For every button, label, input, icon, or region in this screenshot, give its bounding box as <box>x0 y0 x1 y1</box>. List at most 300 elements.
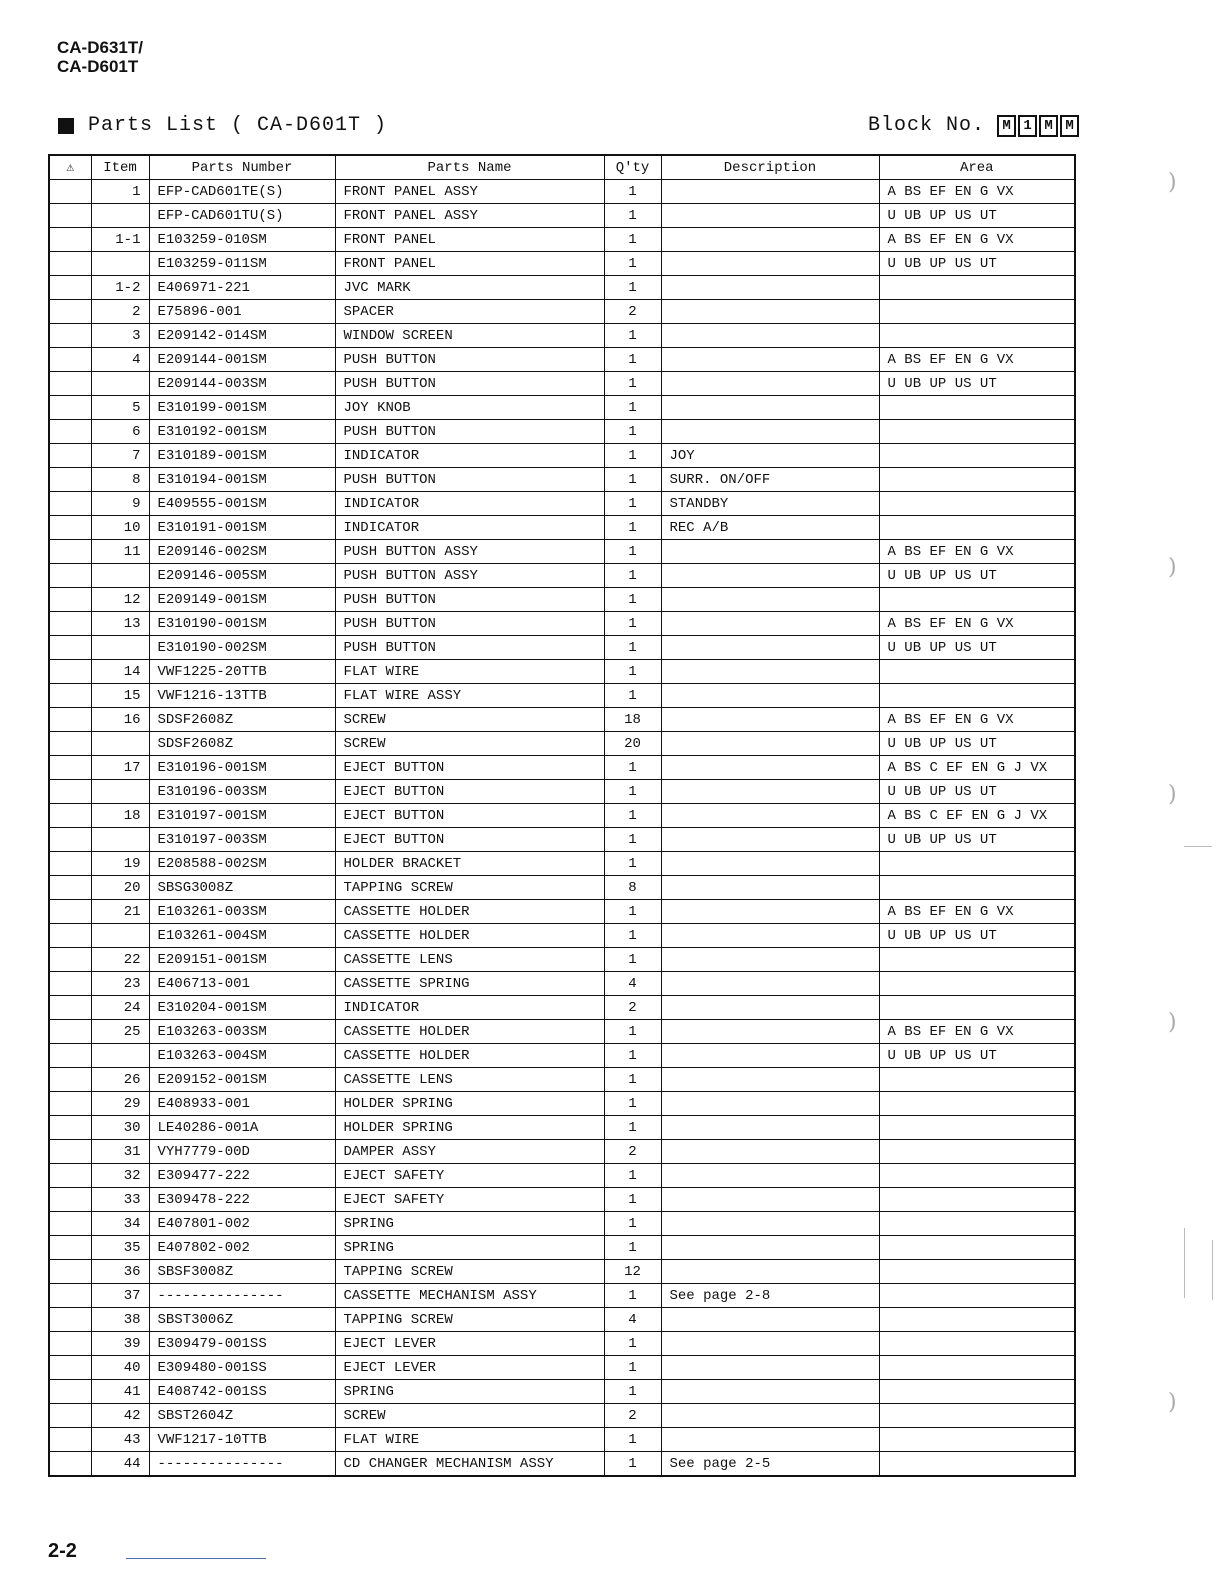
item-cell: 17 <box>91 756 149 780</box>
warning-cell <box>49 516 91 540</box>
area-cell <box>879 996 1075 1020</box>
qty-cell: 1 <box>604 1188 661 1212</box>
part-name-cell: CASSETTE MECHANISM ASSY <box>335 1284 604 1308</box>
area-cell: A BS EF EN G VX <box>879 228 1075 252</box>
item-cell: 38 <box>91 1308 149 1332</box>
warning-triangle-icon: ⚠ <box>66 159 75 175</box>
part-name-cell: HOLDER SPRING <box>335 1092 604 1116</box>
area-cell <box>879 396 1075 420</box>
footer-rule <box>126 1558 266 1559</box>
scan-mark <box>1212 1240 1213 1300</box>
warning-cell <box>49 1116 91 1140</box>
qty-cell: 1 <box>604 1212 661 1236</box>
table-row <box>49 1404 1075 1428</box>
warning-cell <box>49 1452 91 1477</box>
part-number-cell: E103261-003SM <box>149 900 335 924</box>
table-row <box>49 1116 1075 1140</box>
qty-cell: 20 <box>604 732 661 756</box>
qty-cell: 4 <box>604 1308 661 1332</box>
area-cell: U UB UP US UT <box>879 636 1075 660</box>
qty-cell: 1 <box>604 828 661 852</box>
area-cell <box>879 1452 1075 1477</box>
area-cell <box>879 300 1075 324</box>
item-cell: 10 <box>91 516 149 540</box>
warning-cell <box>49 420 91 444</box>
part-name-cell: FLAT WIRE ASSY <box>335 684 604 708</box>
warning-cell <box>49 924 91 948</box>
item-cell: 39 <box>91 1332 149 1356</box>
part-name-cell: TAPPING SCREW <box>335 1260 604 1284</box>
warning-cell <box>49 468 91 492</box>
part-number-cell: E310194-001SM <box>149 468 335 492</box>
warning-cell <box>49 252 91 276</box>
description-cell <box>661 852 879 876</box>
warning-cell <box>49 1380 91 1404</box>
area-cell <box>879 660 1075 684</box>
description-cell <box>661 876 879 900</box>
item-cell: 9 <box>91 492 149 516</box>
warning-cell <box>49 180 91 204</box>
col-header-item: Item <box>91 155 149 180</box>
part-name-cell: WINDOW SCREEN <box>335 324 604 348</box>
part-name-cell: FRONT PANEL <box>335 252 604 276</box>
warning-cell <box>49 300 91 324</box>
part-name-cell: SPRING <box>335 1212 604 1236</box>
area-cell: A BS EF EN G VX <box>879 348 1075 372</box>
warning-cell <box>49 996 91 1020</box>
description-cell: JOY <box>661 444 879 468</box>
description-cell: SURR. ON/OFF <box>661 468 879 492</box>
area-cell: U UB UP US UT <box>879 828 1075 852</box>
part-name-cell: SPACER <box>335 300 604 324</box>
qty-cell: 1 <box>604 492 661 516</box>
table-row <box>49 276 1075 300</box>
warning-cell <box>49 780 91 804</box>
qty-cell: 1 <box>604 468 661 492</box>
part-number-cell: E209144-001SM <box>149 348 335 372</box>
description-cell <box>661 204 879 228</box>
part-name-cell: SPRING <box>335 1380 604 1404</box>
qty-cell: 1 <box>604 780 661 804</box>
part-number-cell: EFP-CAD601TE(S) <box>149 180 335 204</box>
area-cell <box>879 1068 1075 1092</box>
table-row <box>49 1428 1075 1452</box>
warning-cell <box>49 1212 91 1236</box>
item-cell: 31 <box>91 1140 149 1164</box>
part-name-cell: CD CHANGER MECHANISM ASSY <box>335 1452 604 1477</box>
col-header-part-name: Parts Name <box>335 155 604 180</box>
part-name-cell: EJECT BUTTON <box>335 780 604 804</box>
warning-cell <box>49 972 91 996</box>
part-name-cell: CASSETTE HOLDER <box>335 1044 604 1068</box>
part-name-cell: PUSH BUTTON <box>335 588 604 612</box>
page-title <box>58 114 387 137</box>
qty-cell: 1 <box>604 1380 661 1404</box>
warning-cell <box>49 1020 91 1044</box>
description-cell <box>661 972 879 996</box>
area-cell <box>879 1284 1075 1308</box>
qty-cell: 1 <box>604 1044 661 1068</box>
qty-cell: 1 <box>604 1164 661 1188</box>
part-number-cell: E209149-001SM <box>149 588 335 612</box>
part-name-cell: EJECT BUTTON <box>335 828 604 852</box>
table-row <box>49 1092 1075 1116</box>
qty-cell: 1 <box>604 1236 661 1260</box>
part-name-cell: PUSH BUTTON <box>335 348 604 372</box>
part-number-cell: E209146-002SM <box>149 540 335 564</box>
model-line-2: CA-D601T <box>57 57 139 76</box>
qty-cell: 1 <box>604 228 661 252</box>
part-number-cell: E408742-001SS <box>149 1380 335 1404</box>
block-label: Block No. <box>868 114 986 137</box>
description-cell <box>661 420 879 444</box>
warning-cell <box>49 636 91 660</box>
area-cell <box>879 948 1075 972</box>
qty-cell: 1 <box>604 852 661 876</box>
qty-cell: 2 <box>604 1140 661 1164</box>
table-row <box>49 1260 1075 1284</box>
part-name-cell: FRONT PANEL <box>335 228 604 252</box>
part-number-cell: SDSF2608Z <box>149 732 335 756</box>
table-row <box>49 540 1075 564</box>
model-line-1: CA-D631T/ <box>57 38 143 57</box>
qty-cell: 1 <box>604 756 661 780</box>
item-cell: 8 <box>91 468 149 492</box>
part-number-cell: E406713-001 <box>149 972 335 996</box>
area-cell: U UB UP US UT <box>879 732 1075 756</box>
part-name-cell: PUSH BUTTON <box>335 420 604 444</box>
qty-cell: 1 <box>604 348 661 372</box>
item-cell: 37 <box>91 1284 149 1308</box>
warning-cell <box>49 1092 91 1116</box>
area-cell: U UB UP US UT <box>879 564 1075 588</box>
area-cell <box>879 468 1075 492</box>
description-cell <box>661 348 879 372</box>
part-number-cell: VWF1216-13TTB <box>149 684 335 708</box>
warning-cell <box>49 804 91 828</box>
item-cell: 33 <box>91 1188 149 1212</box>
qty-cell: 1 <box>604 1356 661 1380</box>
part-number-cell: E309479-001SS <box>149 1332 335 1356</box>
page-title-text: Parts List ( CA-D601T ) <box>88 114 388 137</box>
item-cell <box>91 204 149 228</box>
area-cell <box>879 1260 1075 1284</box>
part-number-cell: E75896-001 <box>149 300 335 324</box>
part-name-cell: TAPPING SCREW <box>335 1308 604 1332</box>
item-cell: 30 <box>91 1116 149 1140</box>
qty-cell: 1 <box>604 948 661 972</box>
item-cell <box>91 828 149 852</box>
item-cell <box>91 732 149 756</box>
area-cell: U UB UP US UT <box>879 1044 1075 1068</box>
warning-cell <box>49 276 91 300</box>
warning-cell <box>49 1308 91 1332</box>
qty-cell: 1 <box>604 684 661 708</box>
warning-cell <box>49 1428 91 1452</box>
qty-cell: 1 <box>604 636 661 660</box>
area-cell <box>879 516 1075 540</box>
area-cell <box>879 276 1075 300</box>
table-row <box>49 1044 1075 1068</box>
area-cell <box>879 876 1075 900</box>
description-cell <box>661 588 879 612</box>
table-row <box>49 396 1075 420</box>
description-cell <box>661 1068 879 1092</box>
warning-cell <box>49 684 91 708</box>
table-row <box>49 1452 1075 1477</box>
area-cell <box>879 420 1075 444</box>
part-number-cell: SBSF3008Z <box>149 1260 335 1284</box>
warning-cell <box>49 372 91 396</box>
item-cell: 20 <box>91 876 149 900</box>
description-cell <box>661 1044 879 1068</box>
area-cell: A BS C EF EN G J VX <box>879 756 1075 780</box>
table-row <box>49 228 1075 252</box>
item-cell: 26 <box>91 1068 149 1092</box>
item-cell: 25 <box>91 1020 149 1044</box>
item-cell: 36 <box>91 1260 149 1284</box>
area-cell <box>879 1404 1075 1428</box>
table-row <box>49 948 1075 972</box>
part-number-cell: E310192-001SM <box>149 420 335 444</box>
table-row <box>49 204 1075 228</box>
table-row <box>49 444 1075 468</box>
part-number-cell: E310191-001SM <box>149 516 335 540</box>
item-cell: 40 <box>91 1356 149 1380</box>
item-cell: 35 <box>91 1236 149 1260</box>
qty-cell: 1 <box>604 276 661 300</box>
description-cell <box>661 1404 879 1428</box>
table-row <box>49 300 1075 324</box>
area-cell <box>879 852 1075 876</box>
part-number-cell: SBST2604Z <box>149 1404 335 1428</box>
part-number-cell: SDSF2608Z <box>149 708 335 732</box>
part-number-cell: E310190-002SM <box>149 636 335 660</box>
item-cell: 15 <box>91 684 149 708</box>
description-cell <box>661 756 879 780</box>
qty-cell: 12 <box>604 1260 661 1284</box>
table-row <box>49 972 1075 996</box>
part-number-cell: E406971-221 <box>149 276 335 300</box>
item-cell: 6 <box>91 420 149 444</box>
table-row <box>49 564 1075 588</box>
part-name-cell: JOY KNOB <box>335 396 604 420</box>
qty-cell: 1 <box>604 1428 661 1452</box>
qty-cell: 1 <box>604 588 661 612</box>
parts-table-body <box>49 180 1075 1477</box>
part-number-cell: E309477-222 <box>149 1164 335 1188</box>
warning-cell <box>49 492 91 516</box>
area-cell <box>879 1428 1075 1452</box>
description-cell: REC A/B <box>661 516 879 540</box>
table-row <box>49 636 1075 660</box>
table-row <box>49 252 1075 276</box>
part-name-cell: DAMPER ASSY <box>335 1140 604 1164</box>
description-cell <box>661 1188 879 1212</box>
part-name-cell: INDICATOR <box>335 516 604 540</box>
part-number-cell: VWF1225-20TTB <box>149 660 335 684</box>
part-name-cell: EJECT LEVER <box>335 1332 604 1356</box>
warning-cell <box>49 876 91 900</box>
item-cell: 21 <box>91 900 149 924</box>
table-row <box>49 1308 1075 1332</box>
table-row <box>49 828 1075 852</box>
qty-cell: 1 <box>604 924 661 948</box>
item-cell <box>91 924 149 948</box>
qty-cell: 1 <box>604 324 661 348</box>
part-number-cell: E408933-001 <box>149 1092 335 1116</box>
item-cell: 12 <box>91 588 149 612</box>
part-number-cell: E407801-002 <box>149 1212 335 1236</box>
binding-mark: ) <box>1168 782 1177 807</box>
qty-cell: 18 <box>604 708 661 732</box>
area-cell <box>879 1356 1075 1380</box>
qty-cell: 2 <box>604 996 661 1020</box>
table-row <box>49 1284 1075 1308</box>
table-row <box>49 732 1075 756</box>
area-cell: U UB UP US UT <box>879 252 1075 276</box>
part-name-cell: EJECT SAFETY <box>335 1164 604 1188</box>
table-row <box>49 324 1075 348</box>
part-name-cell: PUSH BUTTON ASSY <box>335 564 604 588</box>
description-cell: See page 2-5 <box>661 1452 879 1477</box>
warning-cell <box>49 1284 91 1308</box>
part-number-cell: E103263-004SM <box>149 1044 335 1068</box>
part-number-cell: E310196-003SM <box>149 780 335 804</box>
description-cell <box>661 1428 879 1452</box>
description-cell <box>661 732 879 756</box>
part-name-cell: TAPPING SCREW <box>335 876 604 900</box>
area-cell <box>879 444 1075 468</box>
part-number-cell: E208588-002SM <box>149 852 335 876</box>
description-cell <box>661 540 879 564</box>
table-row <box>49 588 1075 612</box>
warning-cell <box>49 1260 91 1284</box>
qty-cell: 4 <box>604 972 661 996</box>
part-number-cell: SBSG3008Z <box>149 876 335 900</box>
part-number-cell: EFP-CAD601TU(S) <box>149 204 335 228</box>
item-cell: 42 <box>91 1404 149 1428</box>
item-cell <box>91 780 149 804</box>
qty-cell: 1 <box>604 1116 661 1140</box>
part-name-cell: PUSH BUTTON <box>335 636 604 660</box>
table-row <box>49 492 1075 516</box>
area-cell <box>879 492 1075 516</box>
qty-cell: 1 <box>604 540 661 564</box>
item-cell: 1 <box>91 180 149 204</box>
part-name-cell: EJECT SAFETY <box>335 1188 604 1212</box>
part-number-cell: E103263-003SM <box>149 1020 335 1044</box>
page-number: 2-2 <box>48 1540 77 1562</box>
description-cell <box>661 1092 879 1116</box>
description-cell <box>661 1164 879 1188</box>
description-cell <box>661 228 879 252</box>
block-code: M <box>1039 115 1058 137</box>
table-row <box>49 180 1075 204</box>
warning-cell <box>49 1236 91 1260</box>
description-cell <box>661 396 879 420</box>
square-bullet-icon <box>58 118 74 134</box>
description-cell: See page 2-8 <box>661 1284 879 1308</box>
description-cell <box>661 1236 879 1260</box>
part-name-cell: SPRING <box>335 1236 604 1260</box>
table-row <box>49 1236 1075 1260</box>
part-name-cell: CASSETTE SPRING <box>335 972 604 996</box>
warning-cell <box>49 1044 91 1068</box>
part-name-cell: CASSETTE LENS <box>335 948 604 972</box>
area-cell: U UB UP US UT <box>879 780 1075 804</box>
area-cell: A BS EF EN G VX <box>879 612 1075 636</box>
item-cell: 16 <box>91 708 149 732</box>
part-number-cell: VYH7779-00D <box>149 1140 335 1164</box>
table-row <box>49 1188 1075 1212</box>
warning-cell <box>49 396 91 420</box>
part-name-cell: FLAT WIRE <box>335 660 604 684</box>
table-row <box>49 660 1075 684</box>
table-row <box>49 804 1075 828</box>
item-cell: 29 <box>91 1092 149 1116</box>
description-cell <box>661 564 879 588</box>
part-number-cell: SBST3006Z <box>149 1308 335 1332</box>
table-row <box>49 420 1075 444</box>
table-row <box>49 516 1075 540</box>
part-name-cell: CASSETTE HOLDER <box>335 1020 604 1044</box>
area-cell <box>879 1140 1075 1164</box>
item-cell <box>91 564 149 588</box>
part-name-cell: HOLDER SPRING <box>335 1116 604 1140</box>
table-row <box>49 468 1075 492</box>
block-code: 1 <box>1018 115 1037 137</box>
warning-cell <box>49 828 91 852</box>
area-cell: A BS EF EN G VX <box>879 708 1075 732</box>
table-row <box>49 900 1075 924</box>
model-number <box>57 38 143 76</box>
warning-cell <box>49 348 91 372</box>
description-cell <box>661 828 879 852</box>
description-cell <box>661 708 879 732</box>
table-row <box>49 1212 1075 1236</box>
table-row <box>49 996 1075 1020</box>
warning-cell <box>49 1404 91 1428</box>
item-cell: 7 <box>91 444 149 468</box>
item-cell <box>91 372 149 396</box>
warning-cell <box>49 564 91 588</box>
area-cell: A BS EF EN G VX <box>879 180 1075 204</box>
block-code: M <box>1060 115 1079 137</box>
description-cell <box>661 1380 879 1404</box>
warning-cell <box>49 756 91 780</box>
area-cell: A BS C EF EN G J VX <box>879 804 1075 828</box>
item-cell: 34 <box>91 1212 149 1236</box>
description-cell <box>661 252 879 276</box>
part-number-cell: E310204-001SM <box>149 996 335 1020</box>
table-row <box>49 684 1075 708</box>
warning-cell <box>49 204 91 228</box>
area-cell <box>879 1308 1075 1332</box>
binding-mark: ) <box>1168 555 1177 580</box>
part-number-cell: LE40286-001A <box>149 1116 335 1140</box>
qty-cell: 1 <box>604 1452 661 1477</box>
qty-cell: 2 <box>604 1404 661 1428</box>
item-cell: 14 <box>91 660 149 684</box>
binding-mark: ) <box>1168 1010 1177 1035</box>
description-cell <box>661 1140 879 1164</box>
parts-table <box>48 154 1076 1477</box>
part-number-cell: E310190-001SM <box>149 612 335 636</box>
part-number-cell: E209146-005SM <box>149 564 335 588</box>
part-number-cell: --------------- <box>149 1284 335 1308</box>
col-header-qty: Q'ty <box>604 155 661 180</box>
